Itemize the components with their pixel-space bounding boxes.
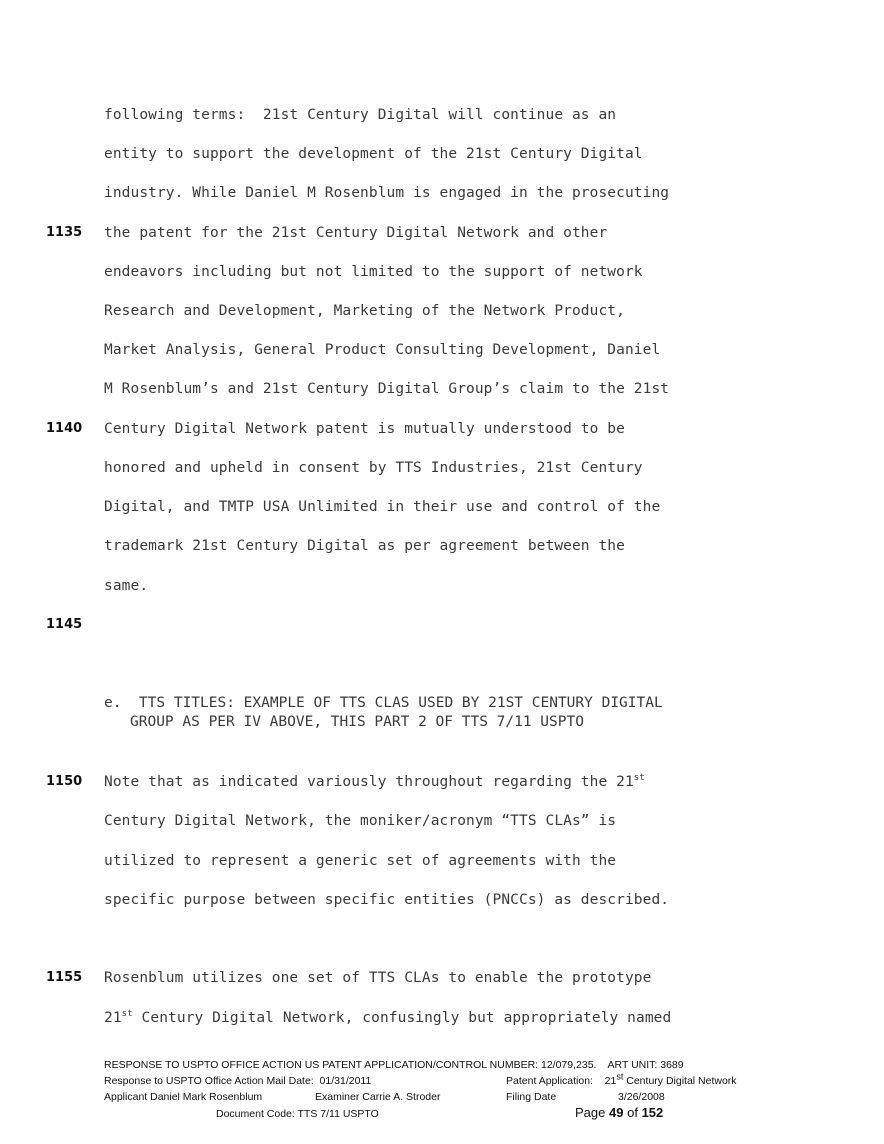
rosenblum-line-2-superscript: st — [121, 1009, 133, 1020]
note-line-3: utilized to represent a generic set of agreements with the — [104, 853, 617, 869]
section-heading-line-1: e. TTS TITLES: EXAMPLE OF TTS CLAS USED BY 21ST CENTURY DIGITAL — [104, 695, 663, 711]
footer-filing-date-value: 3/26/2008 — [618, 1091, 665, 1103]
section-heading-line-2: GROUP AS PER IV ABOVE, THIS PART 2 OF TTS 7/11 USPTO — [130, 714, 584, 730]
footer-line-1: RESPONSE TO USPTO OFFICE ACTION US PATENT APPLICATION/CONTROL NUMBER: 12/079,235. ART UNIT: 3689 — [104, 1059, 684, 1071]
footer-page-of: of — [627, 1105, 638, 1120]
rosenblum-line-2-text: Century Digital Network, confusingly but appropriately named — [132, 1010, 672, 1026]
note-line-1-superscript: st — [633, 773, 645, 784]
line-number-1135: 1135 — [46, 225, 83, 240]
line-number-1145: 1145 — [46, 617, 83, 632]
line-number-1150: 1150 — [46, 774, 83, 789]
note-line-1 — [104, 773, 645, 791]
body-line-13: same. — [104, 578, 149, 594]
footer-mail-date: Response to USPTO Office Action Mail Date: 01/31/2011 — [104, 1075, 372, 1087]
body-line-2: entity to support the development of the 21st Century Digital — [104, 146, 643, 162]
footer-filing-date-label: Filing Date — [506, 1091, 557, 1103]
body-line-3: industry. While Daniel M Rosenblum is engaged in the prosecuting — [104, 185, 670, 201]
body-line-6: Research and Development, Marketing of the Network Product, — [104, 303, 625, 319]
rosenblum-line-2-number: 21 — [104, 1010, 122, 1026]
footer-patent-application-title: Century Digital Network — [623, 1075, 737, 1087]
body-line-9: Century Digital Network patent is mutually understood to be — [104, 421, 625, 437]
line-number-1155: 1155 — [46, 970, 83, 985]
line-number-1140: 1140 — [46, 421, 83, 436]
footer-page-label: Page — [575, 1105, 606, 1120]
note-line-2: Century Digital Network, the moniker/acronym “TTS CLAs” is — [104, 813, 617, 829]
footer-patent-application-superscript: st — [616, 1071, 624, 1082]
footer-page-indicator — [575, 1105, 663, 1121]
footer-page-total: 152 — [641, 1105, 664, 1120]
body-line-12: trademark 21st Century Digital as per agreement between the — [104, 538, 625, 554]
rosenblum-line-1: Rosenblum utilizes one set of TTS CLAs to enable the prototype — [104, 970, 652, 986]
footer-examiner: Examiner Carrie A. Stroder — [315, 1091, 441, 1103]
footer-patent-application-text: Patent Application: 21 — [506, 1075, 617, 1087]
footer-patent-application — [506, 1071, 737, 1088]
note-line-1-text: Note that as indicated variously throughout regarding the 21 — [104, 774, 634, 790]
body-line-11: Digital, and TMTP USA Unlimited in their use and control of the — [104, 499, 661, 515]
rosenblum-line-2 — [104, 1009, 671, 1027]
body-line-1: following terms: 21st Century Digital will continue as an — [104, 107, 617, 123]
footer-page-number: 49 — [609, 1105, 624, 1120]
footer-applicant: Applicant Daniel Mark Rosenblum — [104, 1091, 263, 1103]
body-line-7: Market Analysis, General Product Consulting Development, Daniel — [104, 342, 661, 358]
note-line-4: specific purpose between specific entities (PNCCs) as described. — [104, 892, 670, 908]
body-line-5: endeavors including but not limited to the support of network — [104, 264, 643, 280]
footer-document-code: Document Code: TTS 7/11 USPTO — [216, 1108, 379, 1120]
body-line-8: M Rosenblum’s and 21st Century Digital Group’s claim to the 21st — [104, 381, 670, 397]
body-line-10: honored and upheld in consent by TTS Industries, 21st Century — [104, 460, 643, 476]
body-line-4: the patent for the 21st Century Digital Network and other — [104, 225, 608, 241]
